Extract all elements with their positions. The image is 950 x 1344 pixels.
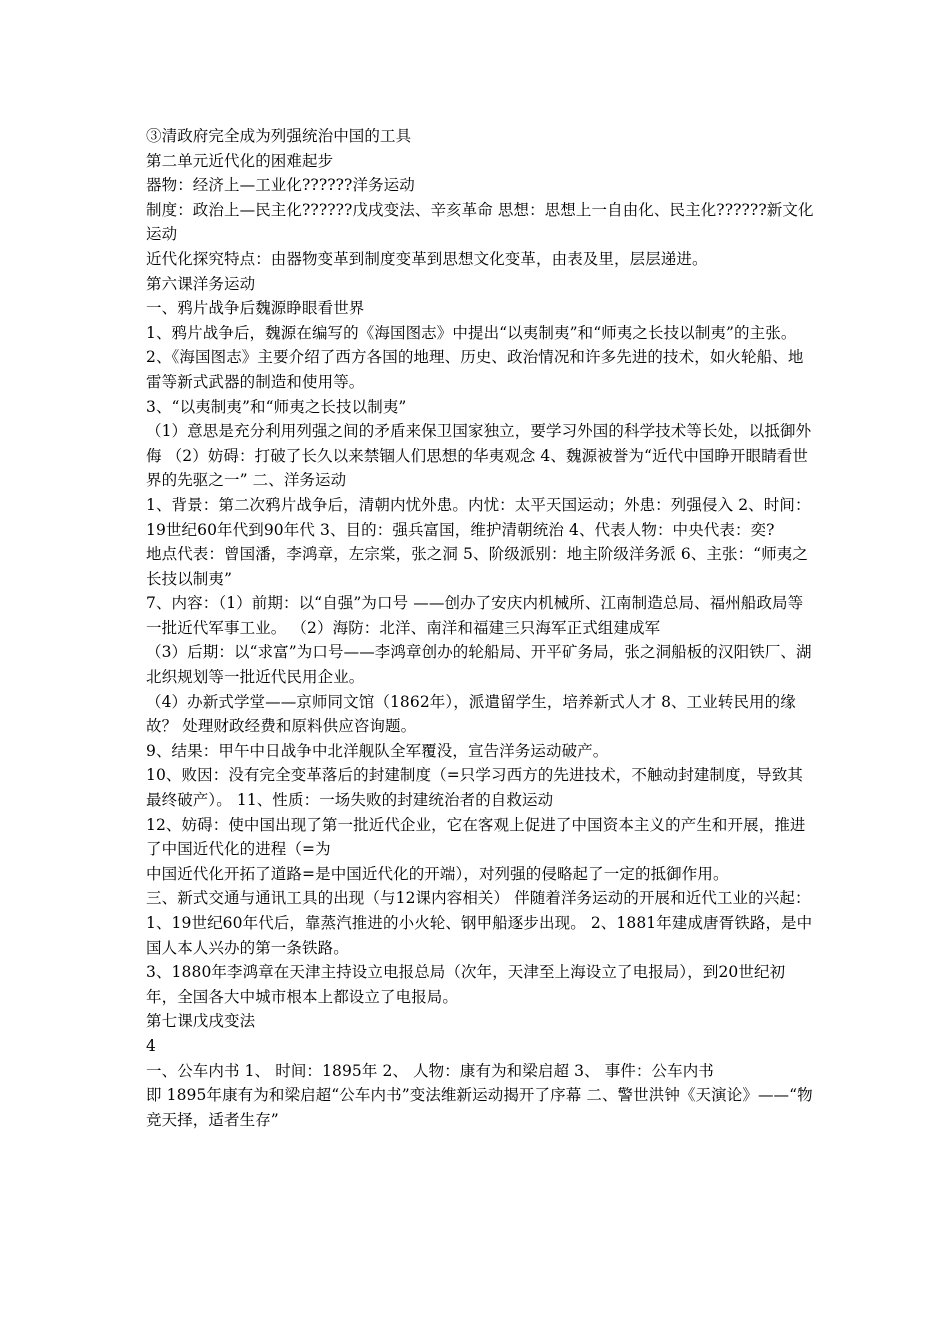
- paragraph: 第二单元近代化的困难起步: [146, 151, 334, 170]
- paragraph: 2、《海国图志》主要介绍了西方各国的地理、历史、政治情况和许多先进的技术，如火轮船、地雷等新式武器的制造和使用等。: [146, 348, 804, 391]
- paragraph: （1）意思是充分利用列强之间的矛盾来保卫国家独立，要学习外国的科学技术等长处，以抵御外侮 （2）妨碍：打破了长久以来禁锢人们思想的华夷观念 4、魏源被誉为“近代中国睁开眼睛看世界的先驱之一” 二、洋务运动: [146, 422, 812, 490]
- paragraph: 12、妨碍：使中国出现了第一批近代企业，它在客观上促进了中国资本主义的产生和开展，推进了中国近代化的进程（=为: [146, 815, 806, 859]
- paragraph: 1、19世纪60年代后，靠蒸汽推进的小火轮、钢甲船逐步出现。 2、1881年建成唐胥铁路，是中国人本人兴办的第一条铁路。: [146, 914, 813, 957]
- paragraph: 3、1880年李鸿章在天津主持设立电报总局（次年，天津至上海设立了电报局），到20世纪初年，全国各大中城市根本上都设立了电报局。: [146, 963, 786, 1006]
- paragraph: 地点代表：曾国潘，李鸿章，左宗棠，张之洞 5、阶级派别：地主阶级洋务派 6、主张：“师夷之长技以制夷”: [146, 545, 809, 588]
- paragraph: 3、“以夷制夷”和“师夷之长技以制夷”: [146, 397, 407, 416]
- paragraph: 三、新式交通与通讯工具的出现（与12课内容相关） 伴随着洋务运动的开展和近代工业的兴起：: [146, 889, 811, 908]
- paragraph: 第六课洋务运动: [146, 274, 256, 293]
- paragraph: 7、内容：（1）前期：以“自强”为口号 ——创办了安庆内机械所、江南制造总局、福州船政局等一批近代军事工业。 （2）海防：北洋、南洋和福建三只海军正式组建成军: [146, 594, 804, 637]
- paragraph: 制度：政治上—民主化??????戊戌变法、辛亥革命 思想：思想上一自由化、民主化??????新文化运动: [146, 200, 814, 244]
- page-number: 4: [146, 1036, 156, 1055]
- paragraph: 1、背景：第二次鸦片战争后，清朝内忧外患。内忧：太平天国运动；外患：列强侵入 2、时间：19世纪60年代到90年代 3、目的：强兵富国，维护清朝统治 4、代表人物：中央代表：奕?: [146, 495, 811, 539]
- paragraph: 10、败因：没有完全变革落后的封建制度（=只学习西方的先进技术，不触动封建制度，导致其最终破产）。 11、性质：一场失败的封建统治者的自救运动: [146, 766, 804, 810]
- paragraph: 1、鸦片战争后，魏源在编写的《海国图志》中提出“以夷制夷”和“师夷之长技以制夷”的主张。: [146, 323, 797, 342]
- paragraph: （4）办新式学堂——京师同文馆（1862年），派遣留学生，培养新式人才 8、工业转民用的缘故？ 处理财政经费和原料供应咨询题。: [146, 692, 796, 736]
- paragraph: 即 1895年康有为和梁启超“公车内书”变法维新运动揭开了序幕 二、警世洪钟《天演论》——“物竞天择，适者生存”: [146, 1086, 813, 1129]
- paragraph: 一、鸦片战争后魏源睁眼看世界: [146, 299, 365, 318]
- paragraph: 中国近代化开拓了道路=是中国近代化的开端），对列强的侵略起了一定的抵御作用。: [146, 864, 729, 883]
- paragraph: 一、公车内书 1、 时间：1895年 2、 人物：康有为和梁启超 3、 事件：公车内书: [146, 1061, 714, 1080]
- document-body: [146, 124, 814, 1132]
- paragraph: （3）后期：以“求富”为口号——李鸿章创办的轮船局、开平矿务局，张之洞船板的汉阳铁厂、湖北织规划等一批近代民用企业。: [146, 643, 812, 687]
- paragraph: 近代化探究特点：由器物变革到制度变革到思想文化变革，由表及里，层层递进。: [146, 249, 708, 268]
- paragraph: ③清政府完全成为列强统治中国的工具: [146, 127, 412, 145]
- paragraph: 器物：经济上—工业化??????洋务运动: [146, 176, 415, 195]
- paragraph: 第七课戊戌变法: [146, 1012, 256, 1031]
- paragraph: 9、结果：甲午中日战争中北洋舰队全军覆没，宣告洋务运动破产。: [146, 741, 609, 760]
